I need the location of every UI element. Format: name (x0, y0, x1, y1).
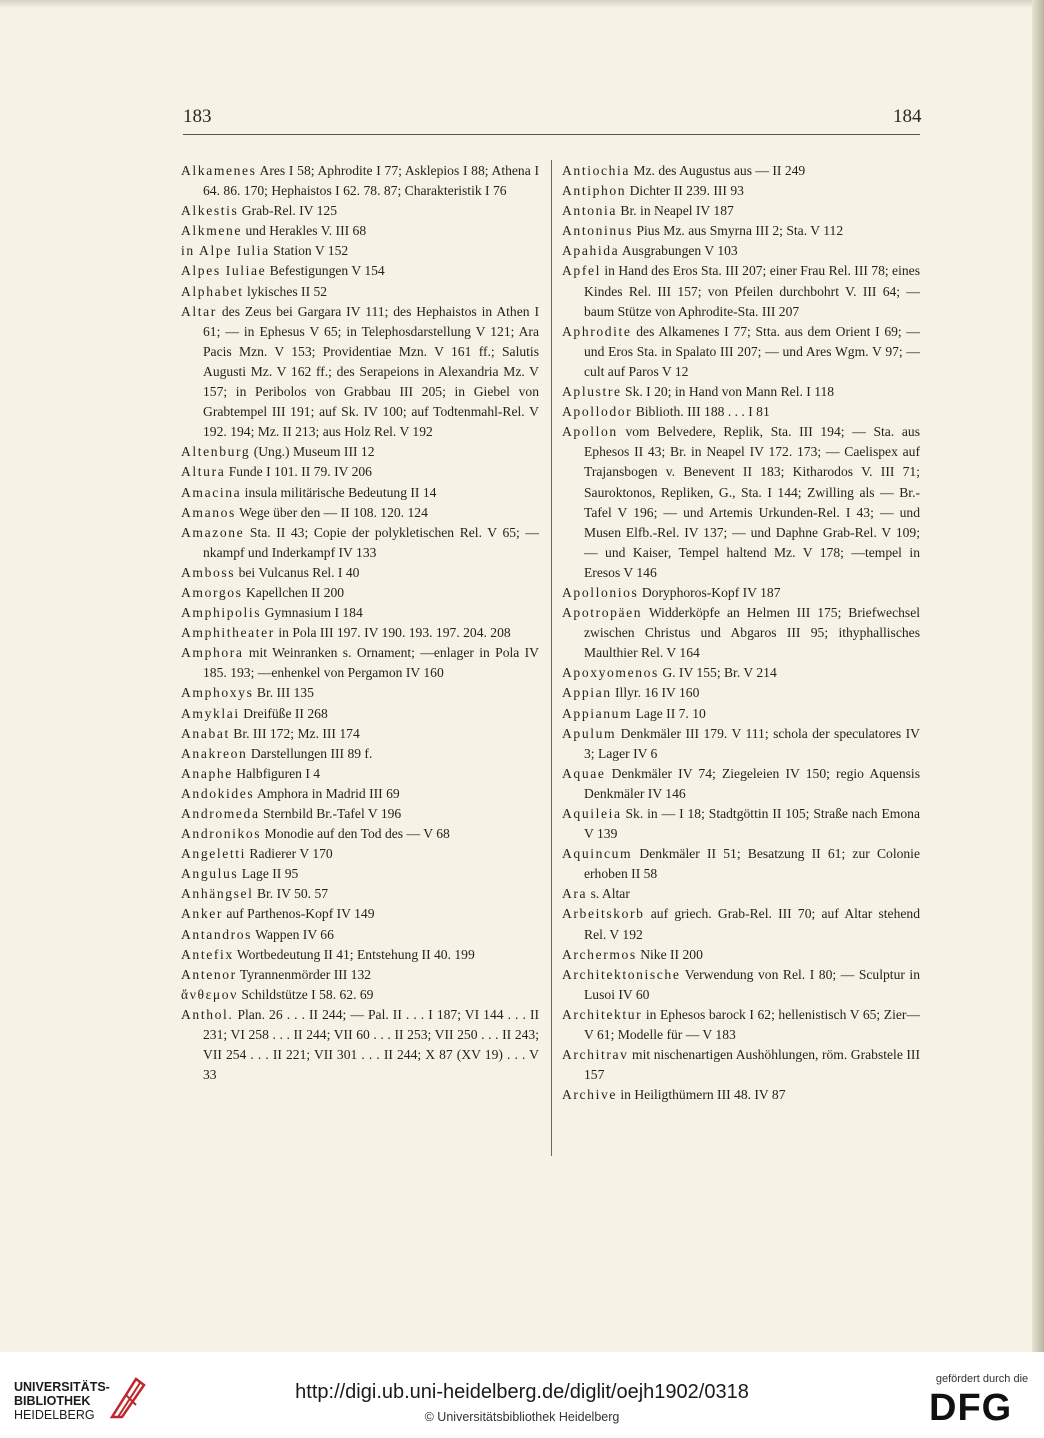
index-entry (181, 583, 539, 603)
index-term: Apotropäen (562, 605, 643, 621)
index-references: Denkmäler IV 74; Ziegeleien IV 150; regio Aquensis Denkmäler IV 146 (584, 765, 920, 801)
index-entry (181, 965, 539, 985)
page-number-right: 184 (893, 106, 922, 127)
index-references: G. IV 155; Br. V 214 (662, 665, 777, 681)
index-entry (181, 161, 539, 201)
index-references: Amphora in Madrid III 69 (256, 785, 400, 801)
index-references: Illyr. 16 IV 160 (615, 685, 700, 701)
index-entry (562, 904, 920, 944)
library-name-line: HEIDELBERG (14, 1408, 95, 1422)
index-term: Angeletti (181, 846, 246, 862)
index-term: Alpes Iuliae (181, 263, 267, 279)
index-references: in Heiligthümern III 48. IV 87 (620, 1087, 786, 1103)
index-term: Amorgos (181, 584, 243, 600)
index-entry (562, 583, 920, 603)
index-references: Schildstütze I 58. 62. 69 (241, 986, 374, 1002)
index-references: Sk. I 20; in Hand von Mann Rel. I 118 (625, 384, 835, 400)
index-entry (562, 402, 920, 422)
index-references: Sternbild Br.-Tafel V 196 (262, 806, 402, 821)
index-entry (562, 945, 920, 965)
index-term: Apollodor (562, 404, 633, 420)
index-term: Anhängsel (181, 886, 254, 902)
index-references: auf Parthenos-Kopf IV 149 (226, 906, 375, 922)
index-term: Aplustre (562, 384, 622, 400)
index-term: Architektur (562, 1006, 643, 1022)
index-references: Wortbedeutung II 41; Entstehung II 40. 199 (236, 946, 475, 962)
index-term: Anthol. (181, 1006, 234, 1022)
index-entry (181, 483, 539, 503)
index-entry (562, 221, 920, 241)
index-term: Aquae (562, 765, 606, 781)
index-term: Altenburg (181, 444, 251, 460)
index-term: Alkamenes (181, 163, 257, 178)
index-references: Ausgrabungen V 103 (621, 243, 738, 259)
index-term: Antefix (181, 946, 234, 962)
index-entry (181, 523, 539, 563)
index-entry (181, 925, 539, 945)
index-references: Denkmäler III 179. V 111; schola der speculatores IV 3; Lager IV 6 (584, 725, 921, 761)
index-entry (562, 1085, 920, 1105)
index-term: Apollon (562, 424, 618, 440)
index-entry (181, 282, 539, 302)
index-entry (181, 884, 539, 904)
index-entry (181, 503, 539, 523)
index-term: Apulum (562, 725, 617, 741)
index-references: Biblioth. III 188 . . . I 81 (635, 404, 770, 420)
index-references: Halbfiguren I 4 (236, 765, 321, 781)
index-entry (181, 302, 539, 443)
index-entry (562, 161, 920, 181)
index-references: Darstellungen III 89 f. (250, 745, 373, 761)
index-entry (181, 603, 539, 623)
index-references: Verwendung von Rel. I 80; — Sculptur in Lusoi IV 60 (584, 966, 920, 1002)
index-term: Arbeitskorb (562, 906, 645, 922)
index-entry (562, 241, 920, 261)
index-references: bei Vulcanus Rel. I 40 (238, 564, 360, 580)
index-term: Apollonios (562, 584, 639, 600)
index-entry (562, 683, 920, 703)
index-entry (562, 261, 920, 321)
index-term: Altar (181, 303, 217, 319)
index-entry (181, 623, 539, 643)
index-term: Amphipolis (181, 605, 262, 621)
index-entry (181, 462, 539, 482)
index-references: Lage II 95 (241, 866, 299, 882)
index-term: in Alpe Iulia (181, 243, 270, 259)
index-references: Lage II 7. 10 (635, 705, 706, 721)
index-entry (181, 1005, 539, 1085)
index-references: Denkmäler II 51; Besatzung II 61; zur Colonie erhoben II 58 (584, 846, 920, 882)
index-entry (562, 382, 920, 402)
index-references: (Ung.) Museum III 12 (253, 444, 375, 460)
index-references: Ares I 58; Aphrodite I 77; Asklepios I 88; Athena I 64. 86. 170; Hephaistos I 62. 78. 87; Charakteristik I 76 (203, 163, 539, 199)
index-references: Br. IV 50. 57 (256, 886, 329, 902)
index-term: Amanos (181, 504, 236, 520)
index-term: Antoninus (562, 223, 634, 239)
index-entry (181, 724, 539, 744)
index-entry (181, 201, 539, 221)
index-references: lykisches II 52 (247, 283, 328, 299)
index-entry (181, 764, 539, 784)
index-entry (181, 744, 539, 764)
index-references: Sk. in — I 18; Stadtgöttin II 105; Straße nach Emona V 139 (584, 806, 920, 842)
index-references: in Ephesos barock I 62; hellenistisch V 65; Zier— V 61; Modelle für — V 183 (584, 1006, 921, 1043)
index-references: auf griech. Grab-Rel. III 70; auf Altar stehend Rel. V 192 (584, 906, 920, 942)
index-references: s. Altar (590, 886, 630, 902)
index-term: Andronikos (181, 826, 262, 842)
index-column-left (181, 161, 539, 1085)
index-entry (181, 261, 539, 281)
index-term: Amphitheater (181, 625, 275, 641)
index-entry (562, 663, 920, 683)
index-term: Anabat (181, 725, 230, 741)
index-term: Appian (562, 685, 612, 701)
index-references: Doryphoros-Kopf IV 187 (641, 584, 781, 600)
library-name-line: UNIVERSITÄTS- (14, 1380, 110, 1394)
index-references: Plan. 26 . . . II 244; — Pal. II . . . I 187; VI 144 . . . II 231; VI 258 . . . II 244; VII 60 . . . II 253; VII 250 . . . II 243; VII 254 . . . II 221; VII 301 . . . II 244; X 87 (XV 19) . . . V 33 (203, 1006, 540, 1083)
index-references: in Hand des Eros Sta. III 207; einer Frau Rel. III 78; eines Kindes Rel. III 157; von Pfeilen durchbohrt V. III 64; —baum Stütze von Aphrodite-Sta. III 207 (584, 263, 920, 319)
index-entry (181, 241, 539, 261)
index-references: Tyrannenmörder III 132 (239, 966, 372, 982)
index-entry (562, 704, 920, 724)
index-entry (181, 804, 539, 824)
index-term: Apahida (562, 243, 620, 259)
index-entry (181, 824, 539, 844)
index-references: des Alkamenes I 77; Stta. aus dem Orient I 69; — und Eros Sta. in Spalato III 207; — und Ares Wgm. V 97; —cult auf Paros V 12 (584, 323, 920, 379)
index-entry (562, 764, 920, 804)
index-term: Anaphe (181, 765, 233, 781)
permalink-url[interactable]: http://digi.ub.uni-heidelberg.de/diglit/oejh1902/0318 (295, 1381, 749, 1403)
index-term: Angulus (181, 866, 239, 882)
index-term: Aquileia (562, 806, 622, 821)
index-references: Radierer V 170 (249, 846, 333, 862)
index-term: ἄνθεμον (181, 986, 238, 1002)
index-references: Funde I 101. II 79. IV 206 (228, 464, 372, 480)
index-entry (181, 442, 539, 462)
index-entry (181, 864, 539, 884)
index-entry (562, 884, 920, 904)
index-references: Wege über den — II 108. 120. 124 (239, 504, 428, 520)
index-term: Aquincum (562, 846, 633, 862)
index-references: Sta. II 43; Copie der polykletischen Rel. V 65; —nkampf und Inderkampf IV 133 (203, 524, 540, 560)
index-entry (181, 784, 539, 804)
index-references: Grab-Rel. IV 125 (241, 203, 338, 219)
index-references: insula militärische Bedeutung II 14 (244, 484, 437, 500)
page-edge-right (1032, 0, 1044, 1352)
index-references: Gymnasium I 184 (264, 605, 363, 621)
index-term: Amacina (181, 484, 242, 500)
index-references: Station V 152 (273, 243, 349, 259)
index-column-right (562, 161, 920, 1105)
index-term: Apoxyomenos (562, 665, 659, 681)
index-entry (181, 683, 539, 703)
index-term: Amphoxys (181, 685, 254, 701)
index-term: Archermos (562, 946, 637, 962)
index-entry (562, 1045, 920, 1085)
index-entry (562, 422, 920, 583)
index-references: Br. III 135 (256, 685, 314, 701)
index-term: Apfel (562, 263, 601, 279)
index-references: in Pola III 197. IV 190. 193. 197. 204. 208 (278, 625, 511, 641)
index-entry (562, 201, 920, 221)
index-term: Amphora (181, 645, 244, 661)
index-term: Andokides (181, 785, 255, 801)
index-references: Pius Mz. aus Smyrna III 2; Sta. V 112 (636, 223, 844, 239)
library-name-line: BIBLIOTHEK (14, 1394, 91, 1408)
index-references: Widderköpfe an Helmen III 175; Briefwechsel zwischen Christus und Abgaros III 95; ithyphallisches Maulthier Rel. V 164 (584, 605, 921, 661)
index-entry (562, 603, 920, 663)
index-references: des Zeus bei Gargara IV 111; des Hephaistos in Athen I 61; — in Ephesus V 65; in Telephosdarstellung V 121; Ara Pacis Mzn. V 153; Providentiae Mzn. V 161 ff.; Salutis Augusti Mz. V 162 ff.; des Serapeions in Alexandria Mz. V 157; in Peribolos von Grabbau III 205; in Giebel von Grabtempel III 191; auf Sk. IV 100; auf Todtenmahl-Rel. V 192. 194; Mz. II 213; aus Holz Rel. V 192 (203, 303, 540, 440)
index-references: Monodie auf den Tod des — V 68 (264, 826, 450, 842)
index-term: Alkestis (181, 203, 239, 219)
index-term: Architektonische (562, 966, 681, 982)
index-entry (181, 643, 539, 683)
index-entry (562, 181, 920, 201)
index-term: Antenor (181, 966, 237, 982)
index-references: Nike II 200 (640, 946, 703, 962)
index-entry (181, 844, 539, 864)
index-references: Wappen IV 66 (255, 926, 334, 942)
index-references: mit nischenartigen Aushöhlungen, röm. Grabstele III 157 (584, 1047, 920, 1083)
index-entry (562, 804, 920, 844)
index-references: und Herakles V. III 68 (245, 223, 367, 239)
index-term: Alphabet (181, 283, 244, 299)
index-entry (181, 945, 539, 965)
index-references: Br. III 172; Mz. III 174 (233, 725, 360, 741)
index-term: Altura (181, 464, 226, 480)
index-references: Br. in Neapel IV 187 (620, 203, 734, 219)
index-term: Archive (562, 1087, 617, 1103)
index-entry (562, 724, 920, 764)
index-references: Befestigungen V 154 (269, 263, 385, 279)
index-term: Ara (562, 886, 588, 902)
index-term: Alkmene (181, 223, 243, 239)
index-entry (181, 985, 539, 1005)
index-term: Amboss (181, 564, 236, 580)
index-term: Architrav (562, 1047, 629, 1063)
index-term: Antiphon (562, 183, 627, 199)
index-references: Dreifüße II 268 (243, 705, 328, 721)
index-term: Andromeda (181, 806, 260, 821)
header-rule (183, 134, 920, 135)
page-number-left: 183 (183, 106, 212, 127)
index-entry (181, 563, 539, 583)
index-term: Amyklai (181, 705, 240, 721)
index-entry (181, 221, 539, 241)
index-references: Dichter II 239. III 93 (629, 183, 744, 199)
index-entry (562, 322, 920, 382)
index-term: Antandros (181, 926, 253, 942)
index-entry (562, 1005, 920, 1045)
index-entry (181, 704, 539, 724)
copyright-notice: © Universitätsbibliothek Heidelberg (424, 1410, 620, 1424)
column-divider (551, 160, 552, 1156)
index-term: Aphrodite (562, 323, 632, 339)
index-references: Kapellchen II 200 (245, 584, 345, 600)
index-entry (562, 965, 920, 1005)
index-references: mit Weinranken s. Ornament; —enlager in Pola IV 185. 193; —enhenkel von Pergamon IV 160 (203, 645, 539, 681)
index-references: vom Belvedere, Replik, Sta. III 194; — Sta. aus Ephesos II 43; Br. in Neapel IV 172. 173; — Caelispex auf Trajansbogen v. Benevent II 183; Kitharodos V. III 71; Sauroktonos, Repliken, G., Sta. I 144; Zwilling als — Br.-Tafel V 196; — und Artemis Urkunden-Rel. I 43; — und Musen Elfb.-Rel. IV 137; — und Daphne Grab-Rel. V 109; — und Kaiser, Tempel haltend Mz. V 178; —tempel in Eresos V 146 (584, 424, 921, 580)
index-term: Antonia (562, 203, 617, 219)
index-entry (181, 904, 539, 924)
page-edge-top (0, 0, 1044, 8)
funder-label: gefördert durch die (935, 1373, 1029, 1385)
index-references: Mz. des Augustus aus — II 249 (633, 163, 806, 178)
index-term: Amazone (181, 524, 245, 540)
dfg-logo[interactable]: DFG (929, 1387, 1013, 1429)
index-entry (562, 844, 920, 884)
index-term: Anakreon (181, 745, 248, 761)
index-term: Anker (181, 906, 223, 922)
index-term: Appianum (562, 705, 633, 721)
index-term: Antiochia (562, 163, 631, 178)
